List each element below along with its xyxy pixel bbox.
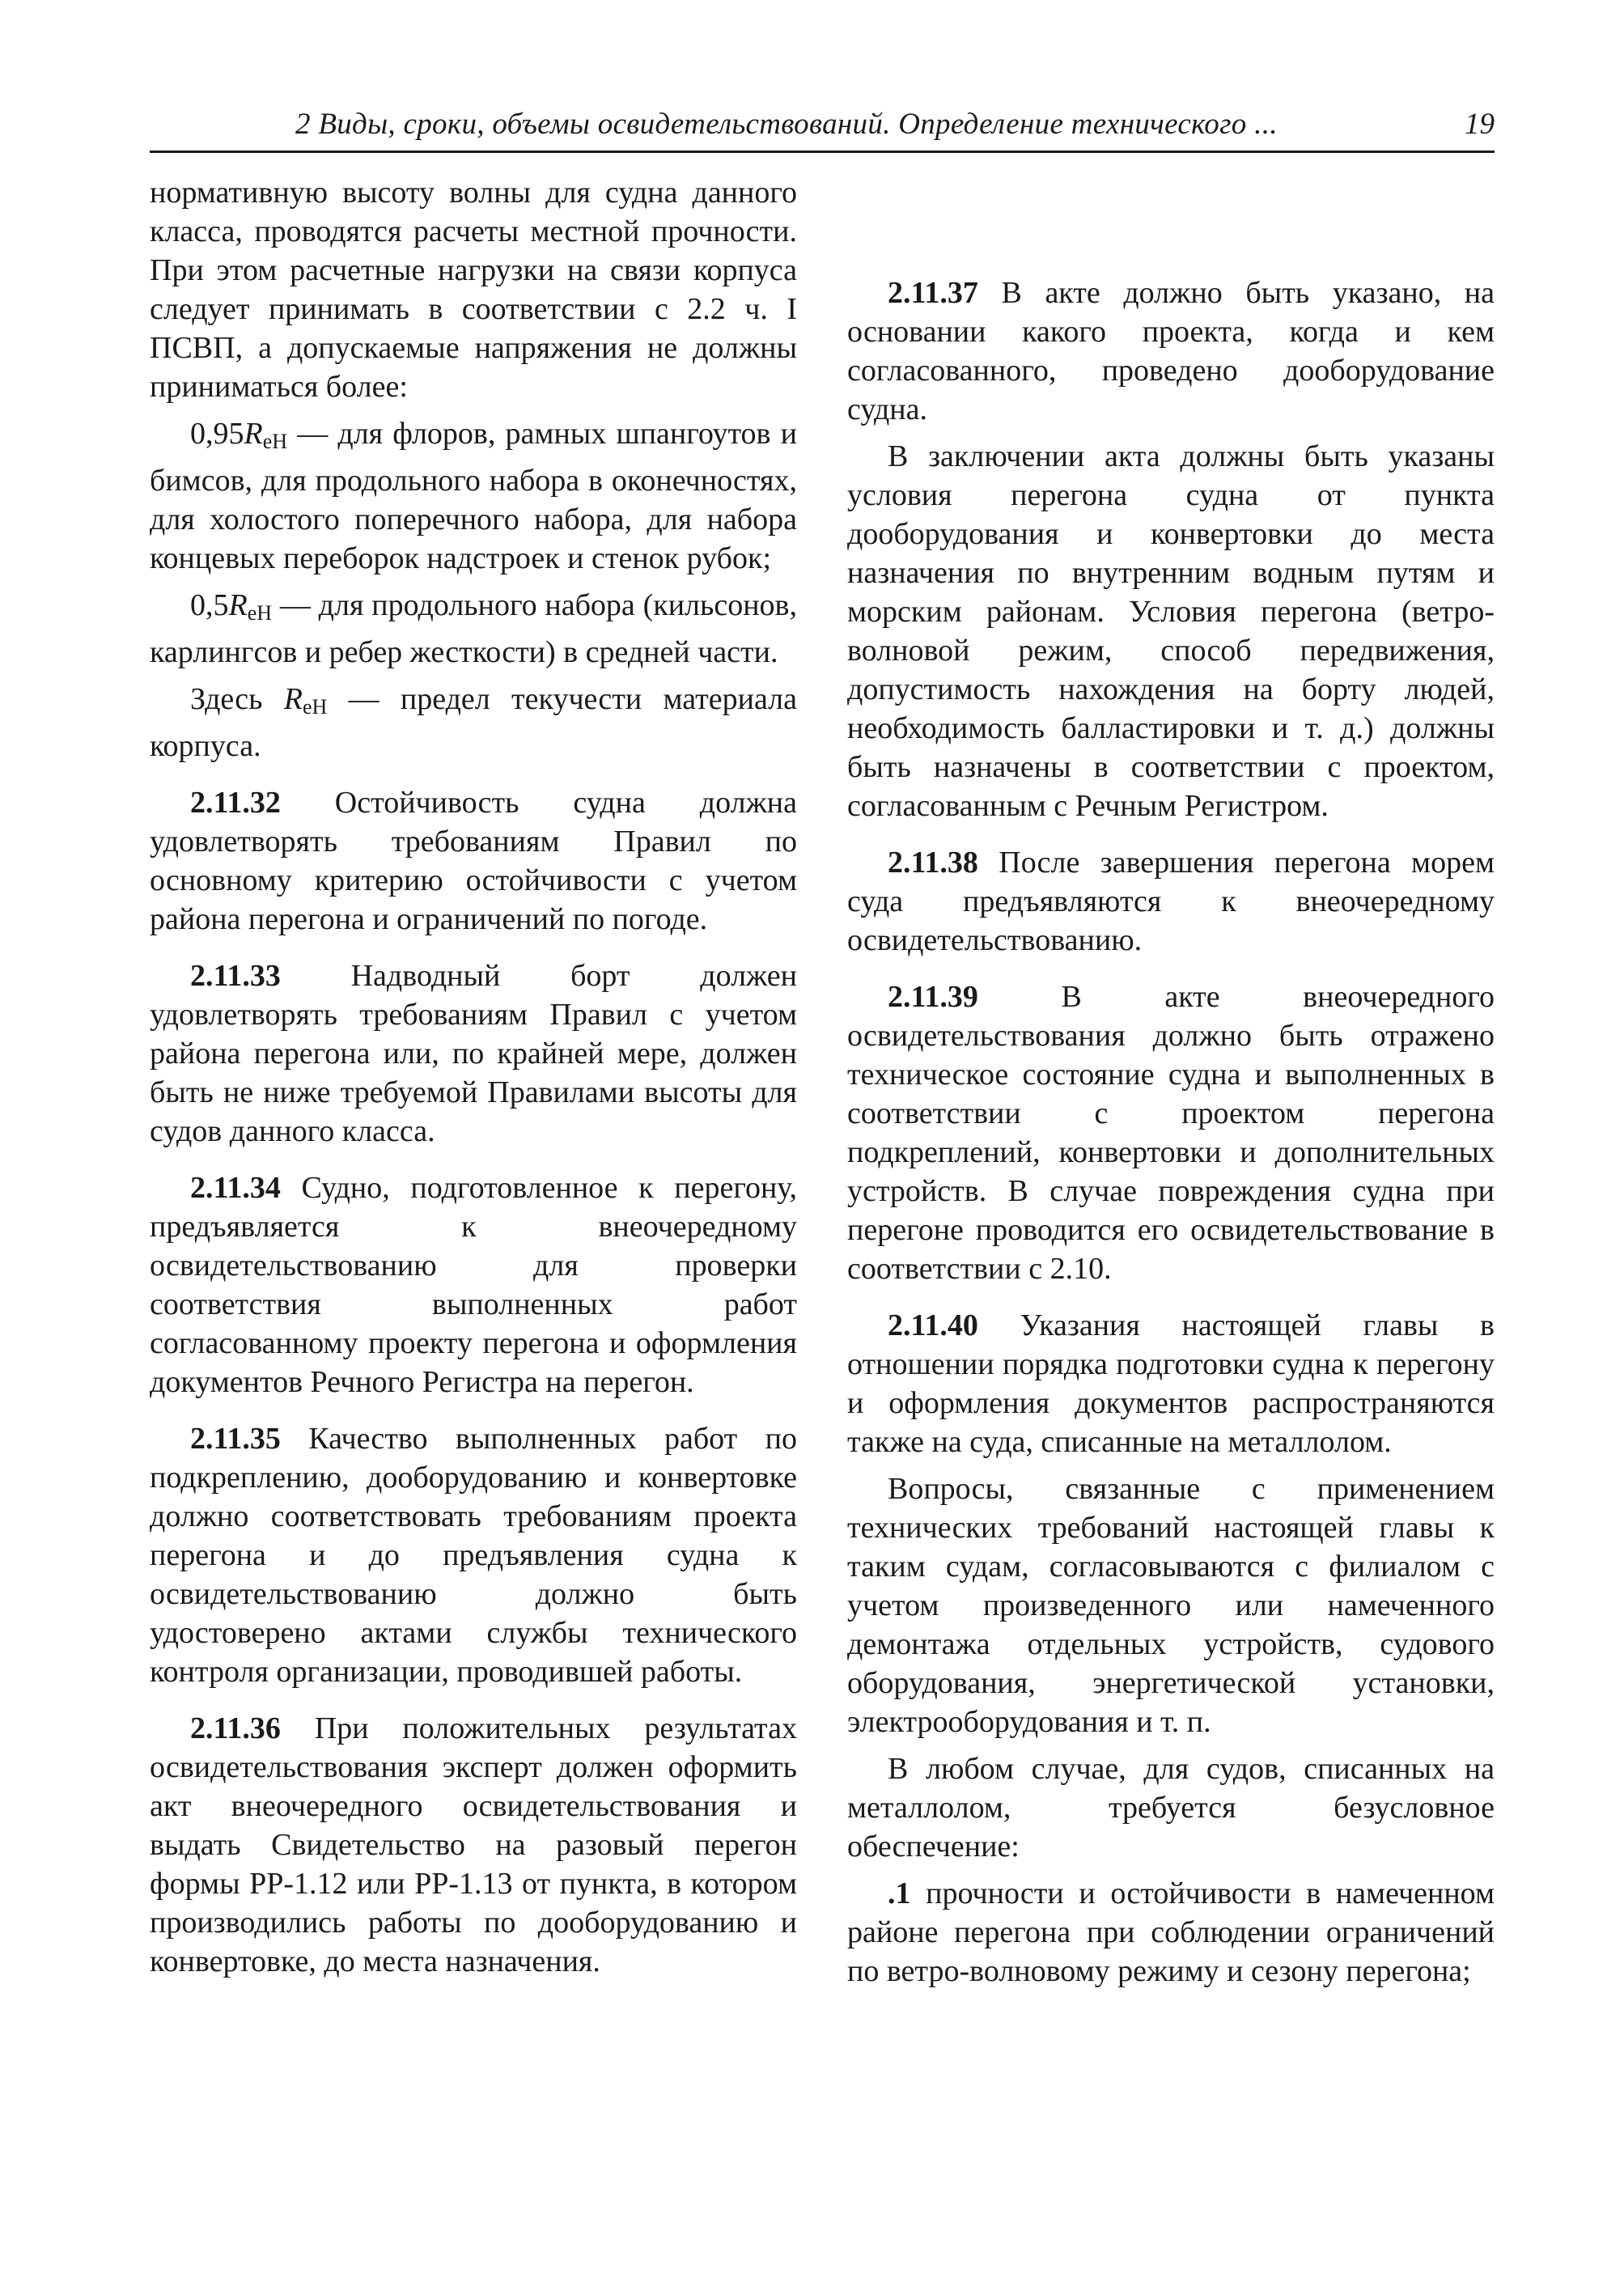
paragraph-any-case: В любом случае, для судов, списанных на металлолом, требуется безусловное обеспечение: xyxy=(847,1752,1495,1864)
left-column xyxy=(150,173,797,1989)
section-2-11-32: 2.11.32 Остойчивость судна должна удовлетворять требованиям Правил по основному критерию остойчивости с учетом района перегона и ограничений по погоде. xyxy=(150,786,797,936)
paragraph-questions: Вопросы, связанные с применением технических требований настоящей главы к таким судам, согласовываются с филиалом с учетом произведенного или намеченного демонтажа отдельных устройств, судового оборудования, энергетической установки, электрооборудования и т. п. xyxy=(847,1472,1495,1739)
paragraph-conclusion: В заключении акта должны быть указаны условия перегона судна от пункта дооборудования и конвертовки до места назначения по внутренним водным путям и морским районам. Условия перегона (ветро-волновой режим, способ передвижения, допустимость нахождения на борту людей, необходимость балластировки и т. д.) должны быть назначены в соответствии с проектом, согласованным с Речным Регистром. xyxy=(847,439,1495,823)
section-2-11-37: 2.11.37 В акте должно быть указано, на основании какого проекта, когда и кем согласованного, проведено дооборудование судна. xyxy=(847,276,1495,426)
paragraph-stress-limit-1: 0,95ReH — для флоров, рамных шпангоутов и бимсов, для продольного набора в оконечностях, для холостого поперечного набора, для набора концевых переборок надстроек и стенок рубок; xyxy=(150,417,797,575)
paragraph-stress-limit-2: 0,5ReH — для продольного набора (кильсонов, карлингсов и ребер жесткости) в средней части. xyxy=(150,588,797,669)
section-2-11-34: 2.11.34 Судно, подготовленное к перегону, предъявляется к внеочередному освидетельствованию для проверки соответствия выполненных работ согласованному проекту перегона и оформления документов Речного Регистра на перегон. xyxy=(150,1171,797,1399)
section-2-11-35: 2.11.35 Качество выполненных работ по подкреплению, дооборудованию и конвертовке должно соответствовать требованиям проекта перегона и до предъявления судна к освидетельствованию должно быть удостоверено актами службы технического контроля организации, проводившей работы. xyxy=(150,1422,797,1689)
right-column xyxy=(847,173,1495,1999)
paragraph: нормативную высоту волны для судна данного класса, проводятся расчеты местной прочности. При этом расчетные нагрузки на связи корпуса следует принимать в соответствии с 2.2 ч. I ПСВП, а допускаемые напряжения не должны приниматься более: xyxy=(150,176,797,404)
section-2-11-40: 2.11.40 Указания настоящей главы в отношении порядка подготовки судна к перегону и оформления документов распространяются также на суда, списанные на металлолом. xyxy=(847,1308,1495,1459)
page-header xyxy=(150,107,1495,153)
section-2-11-38: 2.11.38 После завершения перегона морем суда предъявляются к внеочередному освидетельствованию. xyxy=(847,846,1495,957)
page-number: 19 xyxy=(1465,108,1495,141)
section-2-11-33: 2.11.33 Надводный борт должен удовлетворять требованиям Правил с учетом района перегона или, по крайней мере, должен быть не ниже требуемой Правилами высоты для судов данного класса. xyxy=(150,959,797,1148)
section-2-11-39: 2.11.39 В акте внеочередного освидетельствования должно быть отражено техническое состояние судна и выполненных в соответствии с проектом перегона подкреплений, конвертовки и дополнительных устройств. В случае повреждения судна при перегоне проводится его освидетельствование в соответствии с 2.10. xyxy=(847,980,1495,1286)
list-item-1: .1 прочности и остойчивости в намеченном районе перегона при соблюдении ограничений по ветро-волновому режиму и сезону перегона; xyxy=(847,1876,1495,1988)
section-2-11-36: 2.11.36 При положительных результатах освидетельствования эксперт должен оформить акт внеочередного освидетельствования и выдать Свидетельство на разовый перегон формы РР-1.12 или РР-1.13 от пункта, в котором производились работы по дооборудованию и конвертовке, до места назначения. xyxy=(150,1711,797,1978)
running-title: 2 Виды, сроки, объемы освидетельствований. Определение технического ... xyxy=(295,108,1278,141)
paragraph-definition: Здесь ReH — предел текучести материала корпуса. xyxy=(150,682,797,763)
